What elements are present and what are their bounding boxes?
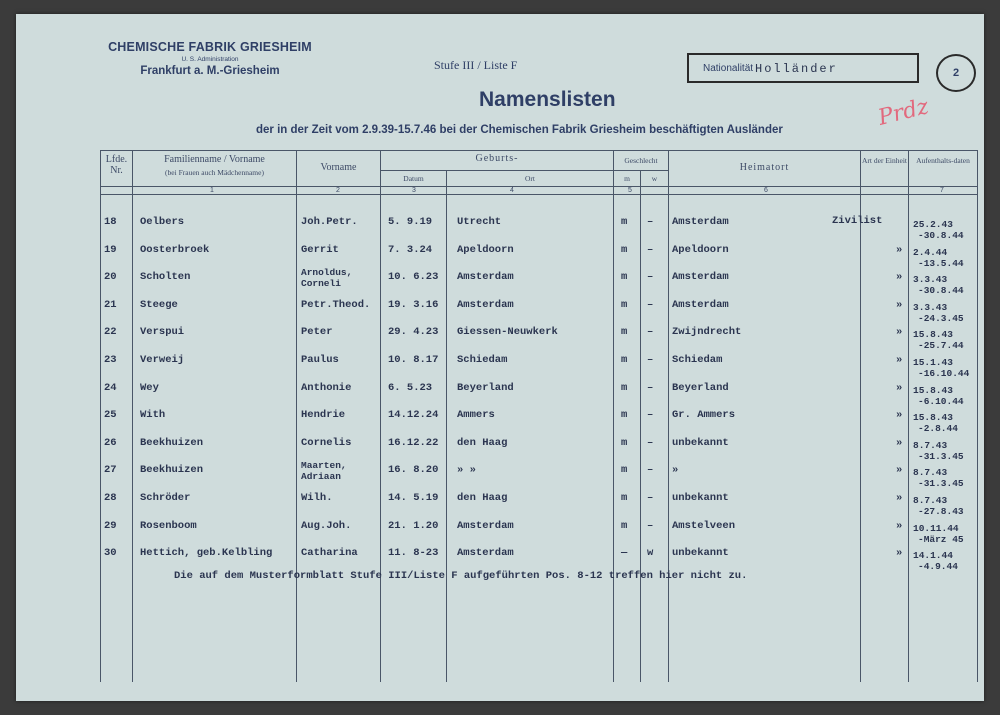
home-town: unbekannt bbox=[672, 436, 729, 449]
company-administration: U. S. Administration bbox=[181, 56, 239, 63]
birth-place: den Haag bbox=[457, 492, 508, 504]
gender-m: m bbox=[621, 354, 628, 366]
column-number: 3 bbox=[412, 187, 416, 194]
header-aufenthalt: Aufenthalts-daten bbox=[916, 156, 970, 165]
family-name: Rosenboom bbox=[140, 519, 197, 532]
home-town: Amsterdam bbox=[672, 216, 729, 228]
gender-w: – bbox=[647, 326, 654, 339]
stay-end: -31.3.45 bbox=[918, 478, 964, 490]
gender-w: – bbox=[647, 354, 654, 366]
birth-date: 6. 5.23 bbox=[388, 381, 433, 394]
home-town: Schiedam bbox=[672, 354, 723, 366]
stay-end: -30.8.44 bbox=[918, 230, 964, 241]
stay-end: -24.3.45 bbox=[918, 312, 964, 324]
home-town: Zwijndrecht bbox=[672, 326, 742, 339]
stay-end: -27.8.43 bbox=[918, 506, 964, 517]
gender-m: m bbox=[621, 326, 628, 339]
stay-end: -30.8.44 bbox=[918, 285, 964, 297]
stay-start: 15.1.43 bbox=[913, 357, 953, 368]
gender-m: — bbox=[621, 547, 628, 560]
header-ort: Ort bbox=[525, 174, 535, 183]
birth-date: 11. 8-23 bbox=[388, 547, 439, 560]
first-name: Paulus bbox=[301, 354, 339, 366]
row-number: 27 bbox=[104, 464, 117, 477]
unit-type: » bbox=[896, 519, 903, 532]
gender-w: – bbox=[647, 492, 654, 504]
gender-w: – bbox=[647, 216, 654, 228]
header-familienname-sub: (bei Frauen auch Mädchenname) bbox=[165, 168, 264, 177]
gender-m: m bbox=[621, 243, 628, 256]
stay-end: -März 45 bbox=[918, 533, 964, 545]
gender-w: w bbox=[647, 547, 654, 560]
stay-end: -13.5.44 bbox=[918, 257, 964, 269]
row-number: 20 bbox=[104, 271, 117, 284]
unit-type: » bbox=[896, 547, 903, 560]
family-name: Oelbers bbox=[140, 216, 185, 228]
birth-place: den Haag bbox=[457, 436, 508, 449]
stay-end: -2.8.44 bbox=[918, 423, 958, 435]
row-number: 30 bbox=[104, 547, 117, 560]
row-number: 28 bbox=[104, 492, 117, 504]
family-name: Schröder bbox=[140, 492, 191, 504]
home-town: » bbox=[672, 464, 679, 477]
stay-end: -25.7.44 bbox=[918, 340, 964, 352]
handwritten-mark: Prdz bbox=[875, 94, 932, 131]
birth-place: Utrecht bbox=[457, 216, 502, 228]
gender-w: – bbox=[647, 298, 654, 311]
birth-date: 7. 3.24 bbox=[388, 243, 433, 256]
family-name: Verweij bbox=[140, 354, 185, 366]
first-name: Catharina bbox=[301, 547, 358, 560]
gender-m: m bbox=[621, 298, 628, 311]
page-number: 2 bbox=[952, 67, 960, 79]
gender-w: – bbox=[647, 519, 654, 532]
gender-m: m bbox=[621, 519, 628, 532]
stay-start: 8.7.43 bbox=[913, 495, 948, 506]
row-number: 26 bbox=[104, 436, 117, 449]
stay-end: -6.10.44 bbox=[918, 395, 964, 407]
column-number: 2 bbox=[336, 187, 340, 194]
family-name: Beekhuizen bbox=[140, 464, 204, 477]
home-town: Apeldoorn bbox=[672, 243, 729, 256]
header-m: m bbox=[624, 174, 630, 183]
family-name: Beekhuizen bbox=[140, 436, 204, 449]
home-town: unbekannt bbox=[672, 547, 729, 560]
unit-type: » bbox=[896, 381, 903, 394]
gender-w: – bbox=[647, 464, 654, 477]
stay-end: -31.3.45 bbox=[918, 450, 964, 462]
unit-type: » bbox=[896, 409, 903, 422]
first-name: Peter bbox=[301, 326, 333, 339]
unit-type: » bbox=[896, 326, 903, 339]
unit-type: » bbox=[896, 243, 903, 256]
nationality-box bbox=[687, 53, 919, 83]
company-city: Frankfurt a. M.-Griesheim bbox=[140, 65, 280, 77]
stay-start: 8.7.43 bbox=[913, 439, 948, 451]
gender-w: – bbox=[647, 409, 654, 422]
stay-start: 15.8.43 bbox=[913, 329, 953, 341]
document-subtitle: der in der Zeit vom 2.9.39-15.7.46 bei der Chemischen Fabrik Griesheim beschäftigten Ausländer bbox=[256, 124, 783, 136]
birth-date: 16.12.22 bbox=[388, 436, 439, 449]
column-number: 4 bbox=[510, 187, 514, 194]
birth-place: Schiedam bbox=[457, 354, 508, 366]
unit-type: » bbox=[896, 354, 903, 366]
birth-date: 5. 9.19 bbox=[388, 216, 433, 228]
home-town: unbekannt bbox=[672, 492, 729, 504]
unit-type: » bbox=[896, 464, 903, 477]
birth-place: Amsterdam bbox=[457, 298, 514, 311]
birth-place: Beyerland bbox=[457, 381, 514, 394]
stay-start: 3.3.43 bbox=[913, 301, 948, 313]
first-name: Cornelis bbox=[301, 436, 352, 449]
column-number: 5 bbox=[628, 187, 632, 194]
gender-m: m bbox=[621, 271, 628, 284]
stay-start: 3.3.43 bbox=[913, 274, 948, 286]
first-name: Wilh. bbox=[301, 492, 333, 504]
home-town: Beyerland bbox=[672, 381, 729, 394]
home-town: Gr. Ammers bbox=[672, 409, 736, 422]
first-name: Petr.Theod. bbox=[301, 298, 371, 311]
birth-date: 10. 8.17 bbox=[388, 354, 439, 366]
row-number: 21 bbox=[104, 298, 117, 311]
header-geburts: Geburts- bbox=[475, 153, 519, 164]
header-einheit: Art der Einheit bbox=[862, 156, 907, 165]
family-name: Wey bbox=[140, 381, 159, 394]
birth-date: 29. 4.23 bbox=[388, 326, 439, 339]
stay-end: -16.10.44 bbox=[918, 368, 970, 379]
column-number: 1 bbox=[210, 187, 214, 194]
stufe-label: Stufe III / Liste F bbox=[434, 58, 518, 72]
header-lfd-nr: Lfde. Nr. bbox=[105, 154, 128, 176]
header-geschlecht: Geschlecht bbox=[624, 156, 658, 165]
unit-type: » bbox=[896, 492, 903, 504]
home-town: Amsterdam bbox=[672, 271, 729, 284]
family-name: Scholten bbox=[140, 271, 191, 284]
names-table bbox=[100, 150, 977, 682]
row-number: 22 bbox=[104, 326, 117, 339]
first-name: Anthonie bbox=[301, 381, 352, 394]
gender-m: m bbox=[621, 436, 628, 449]
birth-place: Apeldoorn bbox=[457, 243, 514, 256]
stay-end: -4.9.44 bbox=[918, 561, 958, 573]
birth-date: 16. 8.20 bbox=[388, 464, 439, 477]
footnote: Die auf dem Musterformblatt Stufe III/Liste F aufgeführten Pos. 8-12 treffen hier nicht zu. bbox=[174, 570, 748, 582]
page-number-circle bbox=[936, 54, 976, 92]
column-number: 6 bbox=[764, 187, 768, 194]
home-town: Amstelveen bbox=[672, 519, 736, 532]
first-name: Arnoldus, Corneli bbox=[301, 267, 353, 290]
unit-type: » bbox=[896, 271, 903, 284]
stay-start: 2.4.44 bbox=[913, 246, 948, 258]
row-number: 24 bbox=[104, 381, 117, 394]
row-number: 23 bbox=[104, 354, 117, 366]
company-name: CHEMISCHE FABRIK GRIESHEIM bbox=[108, 40, 312, 54]
header-datum: Datum bbox=[403, 174, 424, 183]
header-heimatort: Heimatort bbox=[739, 162, 790, 173]
birth-place: Ammers bbox=[457, 409, 495, 422]
birth-date: 19. 3.16 bbox=[388, 298, 439, 311]
birth-date: 14.12.24 bbox=[388, 409, 439, 422]
stay-start: 10.11.44 bbox=[913, 522, 959, 534]
birth-place: Giessen-Neuwkerk bbox=[457, 326, 558, 339]
gender-m: m bbox=[621, 464, 628, 477]
document-sheet bbox=[16, 14, 984, 701]
first-name: Maarten, Adriaan bbox=[301, 460, 347, 483]
unit-type: Zivilist bbox=[832, 215, 883, 227]
stay-start: 15.8.43 bbox=[913, 412, 953, 424]
stay-start: 14.1.44 bbox=[913, 550, 953, 562]
family-name: With bbox=[140, 409, 166, 422]
first-name: Aug.Joh. bbox=[301, 519, 352, 532]
column-number: 7 bbox=[940, 187, 944, 194]
birth-place: » » bbox=[457, 464, 476, 477]
gender-m: m bbox=[621, 492, 628, 504]
row-number: 29 bbox=[104, 519, 117, 532]
birth-place: Amsterdam bbox=[457, 547, 514, 560]
family-name: Hettich, geb.Kelbling bbox=[140, 547, 273, 560]
first-name: Hendrie bbox=[301, 409, 346, 422]
birth-date: 21. 1.20 bbox=[388, 519, 439, 532]
home-town: Amsterdam bbox=[672, 298, 729, 311]
company-header bbox=[100, 40, 320, 77]
header-familienname: Familienname / Vorname bbox=[164, 154, 265, 165]
unit-type: » bbox=[896, 298, 903, 311]
family-name: Verspui bbox=[140, 326, 185, 339]
stay-start: 8.7.43 bbox=[913, 467, 948, 479]
family-name: Steege bbox=[140, 298, 178, 311]
gender-m: m bbox=[621, 216, 628, 228]
birth-place: Amsterdam bbox=[457, 519, 514, 532]
birth-place: Amsterdam bbox=[457, 271, 514, 284]
stay-start: 15.8.43 bbox=[913, 384, 953, 396]
gender-m: m bbox=[621, 409, 628, 422]
header-w: w bbox=[651, 174, 658, 183]
stay-start: 25.2.43 bbox=[913, 219, 953, 230]
first-name: Joh.Petr. bbox=[301, 216, 358, 228]
gender-m: m bbox=[621, 381, 628, 394]
family-name: Oosterbroek bbox=[140, 243, 210, 256]
row-number: 19 bbox=[104, 243, 117, 256]
row-number: 25 bbox=[104, 409, 117, 422]
first-name: Gerrit bbox=[301, 243, 339, 256]
gender-w: – bbox=[647, 271, 654, 284]
gender-w: – bbox=[647, 436, 654, 449]
gender-w: – bbox=[647, 243, 654, 256]
document-title: Namenslisten bbox=[479, 88, 616, 111]
unit-type: » bbox=[896, 436, 903, 449]
nationality-label: Nationalität bbox=[703, 63, 754, 74]
birth-date: 10. 6.23 bbox=[388, 271, 439, 284]
row-number: 18 bbox=[104, 216, 117, 228]
nationality-value: Holländer bbox=[755, 62, 838, 76]
header-vorname: Vorname bbox=[320, 162, 357, 173]
gender-w: – bbox=[647, 381, 654, 394]
birth-date: 14. 5.19 bbox=[388, 492, 439, 504]
